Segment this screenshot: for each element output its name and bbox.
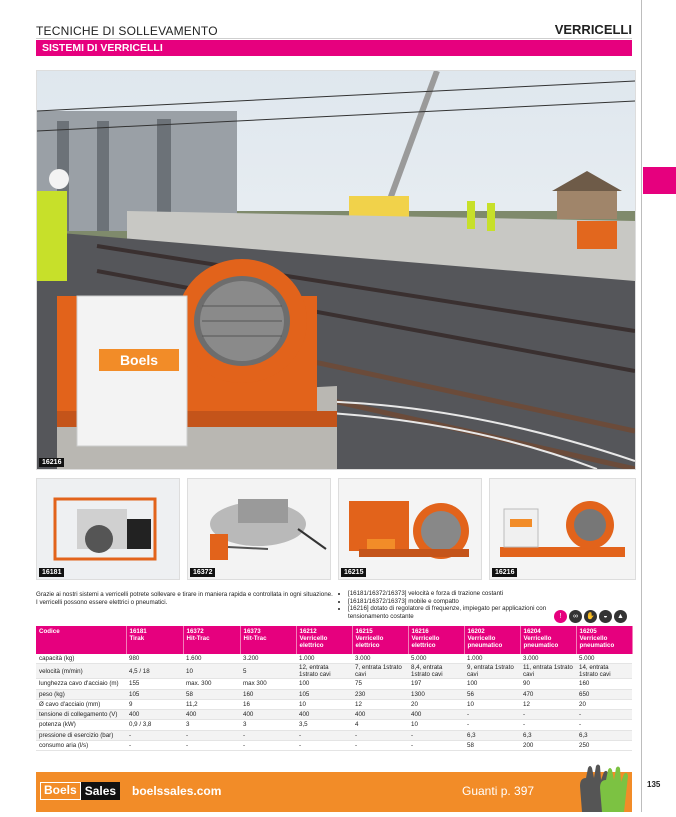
footer-url[interactable]: boelssales.com xyxy=(132,784,222,798)
table-cell: 3.000 xyxy=(352,654,408,664)
table-cell: 400 xyxy=(183,710,240,720)
table-cell: - xyxy=(464,710,520,720)
table-cell: 12, entrata 1strato cavi xyxy=(296,664,352,679)
table-cell: 100 xyxy=(464,679,520,689)
footer-logo xyxy=(40,782,120,800)
table-row xyxy=(36,710,632,720)
column-header: 16215 Verricello elettrico xyxy=(352,626,408,654)
table-cell: 11, entrata 1strato cavi xyxy=(520,664,576,679)
table-cell: 0,9 / 3,8 xyxy=(126,720,183,730)
column-header: 16202 Verricello pneumatico xyxy=(464,626,520,654)
table-cell: - xyxy=(183,730,240,740)
feature-item: • [16181/16372/16373] mobile e compatto xyxy=(348,598,578,606)
table-row xyxy=(36,689,632,699)
page-edge-rule xyxy=(641,0,642,812)
table-cell: 1.600 xyxy=(183,654,240,664)
rope-icon: ∞ xyxy=(569,610,582,623)
row-label: velocità (m/min) xyxy=(36,664,126,679)
glove-icon: ✋ xyxy=(584,610,597,623)
table-cell: - xyxy=(240,730,296,740)
thumb-16372 xyxy=(187,478,331,580)
column-header: 16212 Verricello elettrico xyxy=(296,626,352,654)
feature-item: • [16181/16372/16373] velocità e forza di trazione costanti xyxy=(348,590,578,598)
thumb-code-label: 16181 xyxy=(39,568,64,577)
table-cell: - xyxy=(240,741,296,751)
hero-photo xyxy=(36,70,636,470)
table-cell: - xyxy=(183,741,240,751)
row-label: potenza (kW) xyxy=(36,720,126,730)
table-cell: 197 xyxy=(408,679,464,689)
table-cell: 9 xyxy=(126,699,183,709)
table-cell: 1.000 xyxy=(296,654,352,664)
table-cell: 58 xyxy=(183,689,240,699)
table-row xyxy=(36,679,632,689)
table-cell: 3.200 xyxy=(240,654,296,664)
table-row xyxy=(36,741,632,751)
logo-sales: Sales xyxy=(81,782,120,800)
table-cell: 230 xyxy=(352,689,408,699)
table-cell: 10 xyxy=(296,699,352,709)
table-row xyxy=(36,664,632,679)
table-cell: 12 xyxy=(520,699,576,709)
table-cell: 5.000 xyxy=(408,654,464,664)
table-cell: 1.000 xyxy=(464,654,520,664)
thumb-16216 xyxy=(489,478,636,580)
header-label: Codice xyxy=(36,626,126,654)
safety-sign-icon: ! xyxy=(554,610,567,623)
table-cell: 56 xyxy=(464,689,520,699)
table-cell: 75 xyxy=(352,679,408,689)
table-cell: 7, entrata 1strato cavi xyxy=(352,664,408,679)
table-cell: 100 xyxy=(296,679,352,689)
thumb-code-label: 16215 xyxy=(341,568,366,577)
footer-bar xyxy=(36,772,632,812)
table-cell: - xyxy=(352,730,408,740)
table-cell: - xyxy=(576,710,632,720)
table-cell: 20 xyxy=(408,699,464,709)
row-label: tensione di collegamento (V) xyxy=(36,710,126,720)
thumb-16215 xyxy=(338,478,482,580)
table-cell: - xyxy=(126,741,183,751)
table-cell: 9, entrata 1strato cavi xyxy=(464,664,520,679)
thumb-16181 xyxy=(36,478,180,580)
table-cell: 6,3 xyxy=(520,730,576,740)
chapter-tab xyxy=(643,167,676,194)
shoe-icon: ▲ xyxy=(614,610,627,623)
column-header: 16205 Verricello pneumatico xyxy=(576,626,632,654)
table-cell: 3 xyxy=(240,720,296,730)
table-cell: 400 xyxy=(240,710,296,720)
table-cell: 400 xyxy=(352,710,408,720)
table-cell: 400 xyxy=(296,710,352,720)
table-cell: - xyxy=(408,741,464,751)
table-cell: max 300 xyxy=(240,679,296,689)
svg-text:Boels: Boels xyxy=(119,352,159,368)
table-cell: 250 xyxy=(576,741,632,751)
table-cell: - xyxy=(296,741,352,751)
table-cell: 155 xyxy=(126,679,183,689)
intro-text: Grazie ai nostri sistemi a verricelli potrete sollevare e tirare in maniera rapida e controllata in ogni situazione. I verricelli possono essere elettrici o pneumatici. xyxy=(36,591,333,606)
table-cell: 980 xyxy=(126,654,183,664)
feature-item: • [16216] dotato di regolatore di frequenze, impiegato per applicazioni con tensionamento costante xyxy=(348,605,578,620)
feature-list xyxy=(340,590,578,620)
table-cell: 5 xyxy=(240,664,296,679)
gloves-image xyxy=(574,764,634,812)
column-header: 16216 Verricello elettrico xyxy=(408,626,464,654)
table-cell: max. 300 xyxy=(183,679,240,689)
row-label: Ø cavo d'acciaio (mm) xyxy=(36,699,126,709)
table-cell: - xyxy=(520,710,576,720)
safety-icons xyxy=(554,610,627,624)
table-cell: 200 xyxy=(520,741,576,751)
column-header: 16372 Hit-Trac xyxy=(183,626,240,654)
table-cell: 470 xyxy=(520,689,576,699)
table-cell: - xyxy=(576,720,632,730)
table-cell: 16 xyxy=(240,699,296,709)
table-cell: 10 xyxy=(408,720,464,730)
table-cell: 6,3 xyxy=(464,730,520,740)
row-label: consumo aria (l/s) xyxy=(36,741,126,751)
table-cell: 14, entrata 1strato cavi xyxy=(576,664,632,679)
table-cell: 3.000 xyxy=(520,654,576,664)
table-cell: 400 xyxy=(408,710,464,720)
row-label: capacità (kg) xyxy=(36,654,126,664)
table-cell: 8,4, entrata 1strato cavi xyxy=(408,664,464,679)
table-cell: 5.000 xyxy=(576,654,632,664)
table-cell: 400 xyxy=(126,710,183,720)
table-row xyxy=(36,654,632,664)
footer-gloves-ref: Guanti p. 397 xyxy=(462,784,535,798)
table-cell: 10 xyxy=(183,664,240,679)
table-cell: 11,2 xyxy=(183,699,240,709)
row-label: peso (kg) xyxy=(36,689,126,699)
page-number: 135 xyxy=(647,780,661,789)
table-row xyxy=(36,699,632,709)
subheader-bar: SISTEMI DI VERRICELLI xyxy=(36,40,632,56)
table-cell: 160 xyxy=(240,689,296,699)
table-cell: - xyxy=(408,730,464,740)
table-header-row xyxy=(36,626,632,654)
column-header: 16204 Verricello pneumatico xyxy=(520,626,576,654)
table-cell: 10 xyxy=(464,699,520,709)
table-cell: 105 xyxy=(296,689,352,699)
column-header: 16181 Tirak xyxy=(126,626,183,654)
table-cell: 3 xyxy=(183,720,240,730)
table-row xyxy=(36,720,632,730)
table-cell: 105 xyxy=(126,689,183,699)
header-divider xyxy=(36,38,632,39)
table-cell: 4,5 / 18 xyxy=(126,664,183,679)
spec-table xyxy=(36,626,633,751)
helmet-icon: ◒ xyxy=(599,610,612,623)
thumb-code-label: 16372 xyxy=(190,568,215,577)
hero-code-label: 16216 xyxy=(39,458,64,467)
row-label: pressione di esercizio (bar) xyxy=(36,730,126,740)
table-cell: - xyxy=(464,720,520,730)
table-cell: 160 xyxy=(576,679,632,689)
table-cell: 3,5 xyxy=(296,720,352,730)
table-cell: 1300 xyxy=(408,689,464,699)
table-cell: 4 xyxy=(352,720,408,730)
logo-boels: Boels xyxy=(40,782,81,800)
table-cell: - xyxy=(126,730,183,740)
table-cell: - xyxy=(520,720,576,730)
column-header: 16373 Hit-Trac xyxy=(240,626,296,654)
table-cell: 650 xyxy=(576,689,632,699)
table-cell: 58 xyxy=(464,741,520,751)
row-label: lunghezza cavo d'acciaio (m) xyxy=(36,679,126,689)
category-title: VERRICELLI xyxy=(554,22,632,37)
table-body xyxy=(36,654,632,751)
table-cell: - xyxy=(352,741,408,751)
table-cell: - xyxy=(296,730,352,740)
table-cell: 20 xyxy=(576,699,632,709)
table-row xyxy=(36,730,632,740)
thumb-code-label: 16216 xyxy=(492,568,517,577)
section-title: TECNICHE DI SOLLEVAMENTO xyxy=(36,24,218,38)
table-cell: 12 xyxy=(352,699,408,709)
table-cell: 90 xyxy=(520,679,576,689)
table-cell: 6,3 xyxy=(576,730,632,740)
